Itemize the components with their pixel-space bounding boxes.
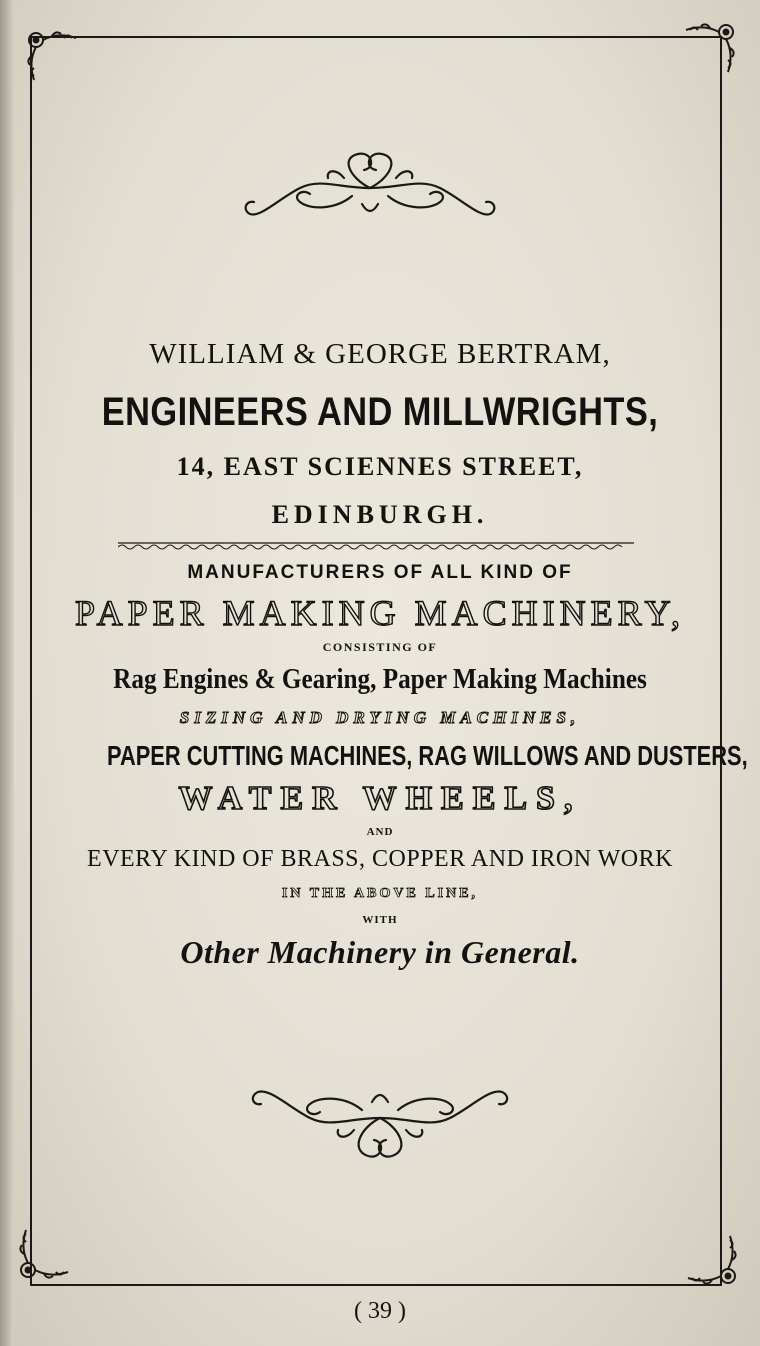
product-line-water-wheels: WATER WHEELS, bbox=[178, 780, 582, 817]
consisting-of-label: CONSISTING OF bbox=[322, 640, 438, 654]
trade-heading: ENGINEERS AND MILLWRIGHTS, bbox=[101, 390, 659, 434]
street-address: 14, EAST SCIENNES STREET, bbox=[176, 452, 584, 481]
proprietors-name: WILLIAM & GEORGE BERTRAM, bbox=[149, 338, 611, 370]
floral-corner-icon bbox=[684, 1232, 746, 1294]
manufacturers-line: MANUFACTURERS OF ALL KIND OF bbox=[187, 562, 573, 583]
page-number: ( 39 ) bbox=[354, 1298, 406, 1324]
product-line-sizing: SIZING AND DRYING MACHINES, bbox=[179, 708, 581, 727]
every-kind-line: EVERY KIND OF BRASS, COPPER AND IRON WORK bbox=[87, 846, 673, 872]
with-label: WITH bbox=[362, 914, 398, 926]
other-machinery-line: Other Machinery in General. bbox=[180, 934, 580, 970]
wavy-rule-divider bbox=[118, 541, 634, 551]
product-main-heading: PAPER MAKING MACHINERY, bbox=[74, 593, 686, 633]
city-name: EDINBURGH. bbox=[271, 500, 489, 529]
product-line-rag-engines: Rag Engines & Gearing, Paper Making Machines bbox=[113, 664, 647, 695]
scroll-flourish-top-icon bbox=[240, 148, 500, 232]
and-label: AND bbox=[366, 826, 394, 838]
floral-corner-icon bbox=[682, 14, 744, 76]
page-gutter bbox=[0, 0, 14, 1346]
floral-corner-icon bbox=[18, 22, 80, 84]
in-above-line: IN THE ABOVE LINE, bbox=[281, 886, 479, 901]
floral-corner-icon bbox=[10, 1226, 72, 1288]
scroll-flourish-bottom-icon bbox=[245, 1074, 515, 1164]
product-line-cutting: PAPER CUTTING MACHINES, RAG WILLOWS AND DUSTERS, bbox=[107, 740, 748, 771]
